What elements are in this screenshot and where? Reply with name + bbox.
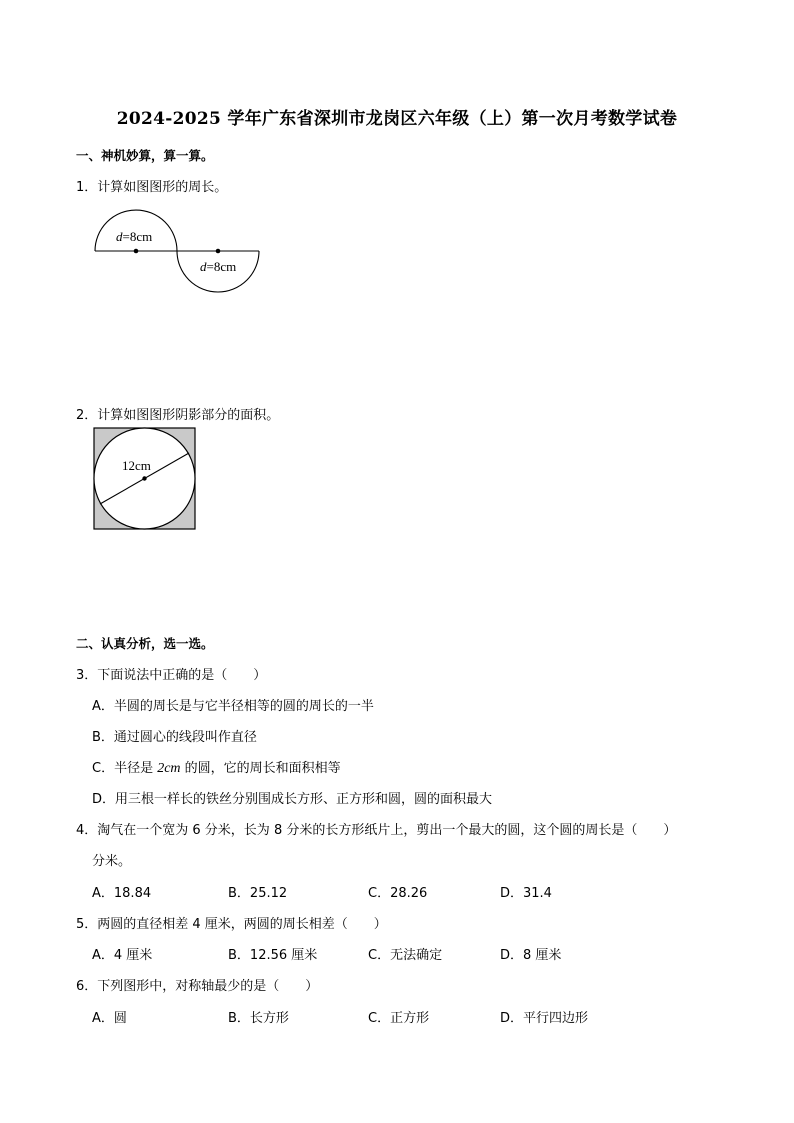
question-5-option-d: D．8 厘米: [500, 948, 562, 963]
upper-diameter-label: d=8cm: [116, 229, 153, 244]
question-5-option-c: C．无法确定: [368, 948, 443, 963]
question-4-option-c: C．28.26: [368, 886, 428, 901]
question-6-option-d: D．平行四边形: [500, 1011, 589, 1026]
question-3-option-c: [92, 757, 341, 777]
question-6-stem: 6．下列图形中，对称轴最少的是（ ）: [76, 979, 319, 994]
option-c-unit: 2cm: [157, 761, 181, 776]
center-dot-right: [216, 249, 221, 254]
question-6-option-c: C．正方形: [368, 1011, 430, 1026]
question-4-option-a: A．18.84: [92, 886, 152, 901]
question-6-option-b: B．长方形: [228, 1011, 289, 1026]
question-5-option-b: B．12.56 厘米: [228, 948, 318, 963]
question-6-option-a: A．圆: [92, 1011, 127, 1026]
question-5-stem: 5．两圆的直径相差 4 厘米，两圆的周长相差（ ）: [76, 917, 387, 932]
question-2-text: 2．计算如图图形阴影部分的面积。: [76, 408, 280, 423]
question-3-option-b: B．通过圆心的线段叫作直径: [92, 730, 257, 745]
question-3-stem: 3．下面说法中正确的是（ ）: [76, 668, 267, 683]
center-dot: [142, 476, 146, 480]
center-dot-left: [134, 249, 139, 254]
question-4-option-b: B．25.12: [228, 886, 288, 901]
question-4-line-2: 分米。: [92, 854, 132, 869]
question-1-text: 1．计算如图图形的周长。: [76, 180, 228, 195]
option-c-suffix: 的圆，它的周长和面积相等: [180, 761, 341, 776]
question-4-line-1: 4．淘气在一个宽为 6 分米，长为 8 分米的长方形纸片上，剪出一个最大的圆，这个圆的周长是（ ）: [76, 823, 677, 838]
option-c-prefix: C．半径是: [92, 761, 158, 776]
question-5-option-a: A．4 厘米: [92, 948, 153, 963]
question-2-figure: [92, 426, 198, 532]
section-one-heading: 一、神机妙算，算一算。: [76, 148, 214, 163]
question-3-option-a: A．半圆的周长是与它半径相等的圆的周长的一半: [92, 699, 374, 714]
question-3-option-d: D．用三根一样长的铁丝分别围成长方形、正方形和圆，圆的面积最大: [92, 792, 493, 807]
section-two-heading: 二、认真分析，选一选。: [76, 636, 214, 651]
question-4-option-d: D．31.4: [500, 886, 552, 901]
page-title: 2024-2025 学年广东省深圳市龙岗区六年级（上）第一次月考数学试卷: [116, 109, 678, 129]
diameter-label: 12cm: [122, 458, 151, 473]
question-1-figure: [88, 205, 268, 300]
lower-diameter-label: d=8cm: [200, 259, 237, 274]
